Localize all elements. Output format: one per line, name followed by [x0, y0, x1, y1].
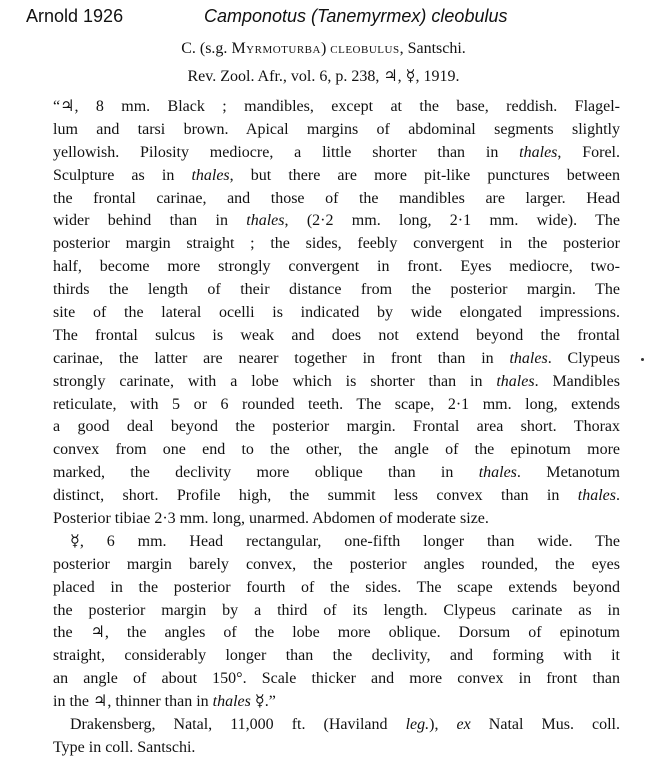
- text-line: [53, 142, 620, 165]
- text-line: [53, 737, 620, 760]
- text-line: [53, 416, 620, 439]
- text-line: [53, 554, 620, 577]
- text-run: lum and tarsi brown. Apical margins of abdominal segments slightly: [53, 120, 620, 138]
- italic-term: thales: [478, 464, 517, 482]
- text-line: [53, 691, 620, 714]
- text-line: [53, 485, 620, 508]
- text-line: [53, 714, 620, 737]
- text-line: [53, 325, 620, 348]
- text-run: . Metanotum: [516, 464, 621, 482]
- text-line: [53, 462, 620, 485]
- title-subgenus: Myrmoturba: [231, 40, 321, 57]
- text-run: strongly carinate, with a lobe which is shorter than in: [53, 372, 497, 390]
- text-line: [53, 210, 620, 233]
- text-line: [53, 645, 620, 668]
- text-run: in the ♃, thinner than in: [53, 693, 213, 711]
- text-line: [53, 439, 620, 462]
- text-run: . Mandibles: [534, 372, 621, 390]
- text-run: , (2·2 mm. long, 2·1 mm. wide). The: [284, 212, 621, 230]
- text-run: ),: [429, 716, 457, 734]
- italic-term: thales: [496, 372, 535, 390]
- text-run: site of the lateral ocelli is indicated by wide elongated impressions.: [53, 304, 620, 322]
- text-run: yellowish. Pilosity mediocre, a little shorter than in: [53, 143, 520, 161]
- text-run: the ♃, the angles of the lobe more oblique. Dorsum of epinotum: [53, 624, 620, 642]
- description-body: [53, 96, 620, 760]
- text-line: [53, 508, 620, 531]
- italic-term: thales: [212, 693, 251, 711]
- text-run: posterior margin straight ; the sides, feebly convergent in the posterior: [53, 235, 620, 253]
- text-run: a good deal beyond the posterior margin. Frontal area short. Thorax: [53, 418, 620, 436]
- text-line: [53, 600, 620, 623]
- text-run: straight, considerably longer than the declivity, and forming with it: [53, 647, 620, 665]
- text-run: , but there are more pit-like punctures between: [229, 166, 621, 184]
- text-run: reticulate, with 5 or 6 rounded teeth. The scape, 2·1 mm. long, extends: [53, 395, 620, 413]
- text-run: .: [616, 487, 620, 505]
- title-author: , Santschi.: [399, 40, 466, 57]
- text-run: ☿.”: [250, 693, 276, 711]
- text-run: wider behind than in: [53, 212, 247, 230]
- text-line: [53, 188, 620, 211]
- page-header: [26, 6, 636, 32]
- text-run: Natal Mus. coll.: [470, 716, 620, 734]
- italic-term: thales: [246, 212, 285, 230]
- header-author-year: Arnold 1926: [26, 6, 124, 26]
- italic-term: thales: [519, 143, 558, 161]
- text-run: Type in coll. Santschi.: [53, 738, 196, 756]
- text-run: an angle of about 150°. Scale thicker and more convex in front than: [53, 670, 620, 688]
- text-run: . Clypeus: [547, 349, 620, 367]
- header-taxon-name: Camponotus (Tanemyrmex) cleobulus: [204, 6, 508, 26]
- text-line: [53, 165, 620, 188]
- text-run: , Forel.: [557, 143, 620, 161]
- title-prefix: C. (s.g.: [181, 40, 232, 57]
- italic-term: ex: [456, 716, 471, 734]
- italic-term: leg.: [405, 716, 430, 734]
- text-run: “♃, 8 mm. Black ; mandibles, except at the base, reddish. Flagel-: [53, 98, 620, 115]
- title-species: cleobulus: [330, 40, 400, 57]
- text-line: [53, 622, 620, 645]
- italic-term: thales: [191, 166, 230, 184]
- text-run: convex from one end to the other, the angle of the epinotum more: [53, 441, 620, 459]
- text-line: [53, 348, 620, 371]
- literature-reference: Rev. Zool. Afr., vol. 6, p. 238, ♃, ☿, 1919.: [187, 68, 460, 85]
- text-run: distinct, short. Profile high, the summit less convex than in: [53, 487, 578, 505]
- text-run: marked, the declivity more oblique than in: [53, 464, 479, 482]
- text-run: The frontal sulcus is weak and does not extend beyond the frontal: [53, 326, 620, 344]
- text-line: [53, 233, 620, 256]
- text-line: [53, 302, 620, 325]
- text-run: Posterior tibiae 2·3 mm. long, unarmed. Abdomen of moderate size.: [53, 510, 489, 528]
- text-run: the posterior margin by a third of its length. Clypeus carinate as in: [53, 601, 620, 619]
- italic-term: thales: [577, 487, 616, 505]
- text-line: [53, 256, 620, 279]
- text-run: thirds the length of their distance from the posterior margin. The: [53, 281, 620, 299]
- title-close: ): [320, 40, 331, 57]
- text-line: [53, 279, 620, 302]
- text-run: carinae, the latter are nearer together in front than in: [53, 349, 510, 367]
- text-run: ☿, 6 mm. Head rectangular, one-fifth longer than wide. The: [70, 532, 620, 550]
- text-line: [53, 531, 620, 554]
- italic-term: thales: [509, 349, 548, 367]
- text-line: [53, 394, 620, 417]
- text-run: placed in the posterior fourth of the sides. The scape extends beyond: [53, 578, 620, 596]
- text-run: Drakensberg, Natal, 11,000 ft. (Haviland: [70, 716, 406, 734]
- text-run: posterior margin barely convex, the posterior angles rounded, the eyes: [53, 555, 620, 573]
- text-line: [53, 371, 620, 394]
- text-run: half, become more strongly convergent in front. Eyes mediocre, two-: [53, 258, 620, 276]
- margin-dot: [641, 358, 644, 361]
- text-run: the frontal carinae, and those of the mandibles are larger. Head: [53, 189, 620, 207]
- species-title: [0, 40, 647, 58]
- text-line: [53, 577, 620, 600]
- text-line: [53, 119, 620, 142]
- text-run: Sculpture as in: [53, 166, 192, 184]
- text-line: [53, 668, 620, 691]
- text-line: [53, 96, 620, 119]
